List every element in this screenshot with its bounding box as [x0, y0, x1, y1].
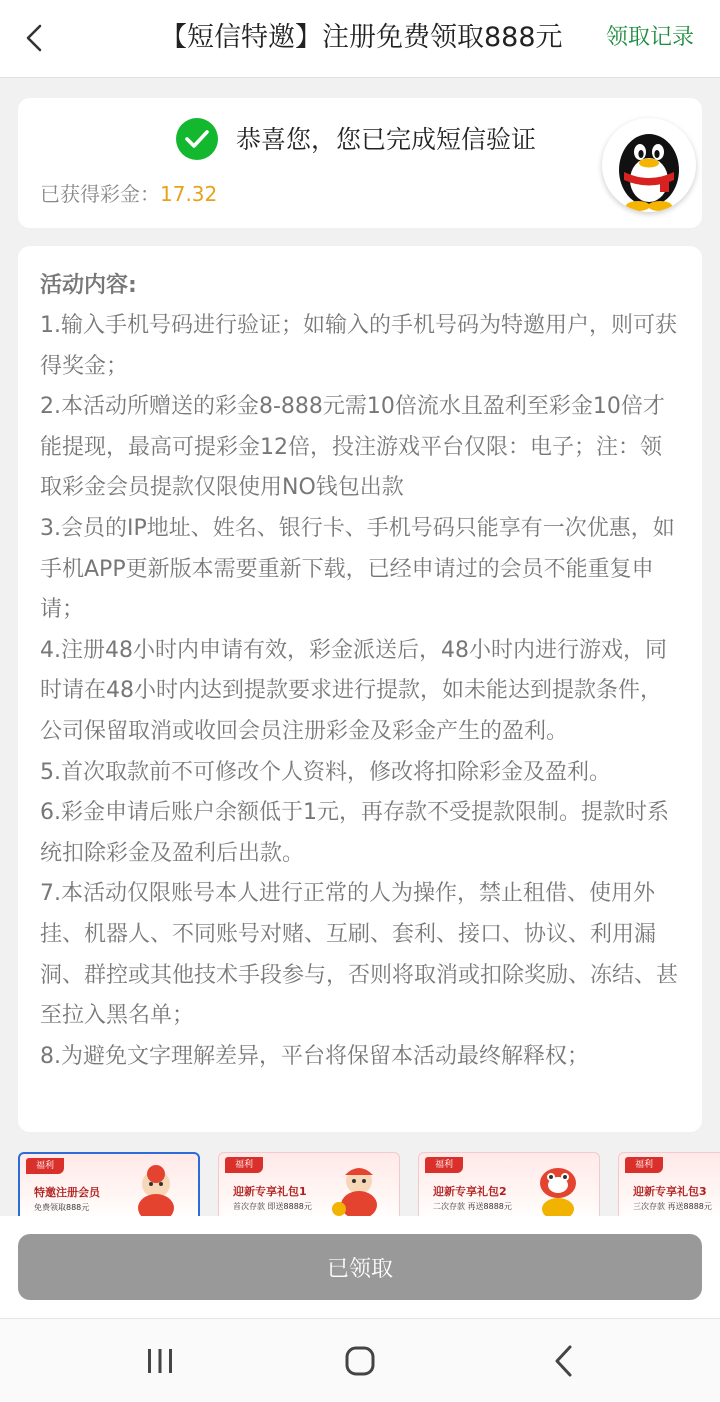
system-nav-bar — [0, 1318, 720, 1402]
activity-title: 活动内容: — [40, 273, 137, 298]
banner-subtitle: 免费领取888元 — [34, 1203, 90, 1212]
rule-item: 8.为避免文字理解差异，平台将保留本活动最终解释权； — [40, 1043, 589, 1069]
mascot-icon — [126, 1162, 188, 1216]
promo-banner-pack2[interactable] — [418, 1152, 600, 1216]
banner-tag: 福利 — [625, 1157, 663, 1173]
rule-item: 4.注册48小时内申请有效，彩金派送后，48小时内进行游戏，同时请在48小时内达到提款要求进行提款，如未能达到提款条件，公司保留取消或收回会员注册彩金及彩金产生的盈利。 — [40, 637, 667, 744]
rule-item: 3.会员的IP地址、姓名、银行卡、手机号码只能享有一次优惠，如手机APP更新版本需要重新下载，已经申请过的会员不能重复申请； — [40, 515, 675, 623]
rule-item: 2.本活动所赠送的彩金8-888元需10倍流水且盈利至彩金10倍才能提现，最高可提彩金12倍，投注游戏平台仅限：电子；注：领取彩金会员提款仅限使用NO钱包出款 — [40, 394, 665, 501]
banner-title: 迎新专享礼包2 — [433, 1185, 507, 1198]
recents-icon[interactable] — [140, 1345, 180, 1377]
mascot-icon — [327, 1161, 389, 1216]
banner-title: 迎新专享礼包3 — [633, 1185, 707, 1198]
promo-banner-invite[interactable] — [18, 1152, 200, 1216]
rule-item: 1.输入手机号码进行验证；如输入的手机号码为特邀用户，则可获得奖金； — [40, 313, 677, 379]
rule-item: 7.本活动仅限账号本人进行正常的人为操作，禁止租借、使用外挂、机器人、不同账号对赌、互刷、套利、接口、协议、利用漏洞、群控或其他技术手段参与，否则将取消或扣除奖励、冻结、甚至拉入黑名单； — [40, 881, 679, 1029]
banner-tag: 福利 — [26, 1158, 64, 1174]
rule-item: 5.首次取款前不可修改个人资料，修改将扣除彩金及盈利。 — [40, 759, 611, 785]
banner-title: 迎新专享礼包1 — [233, 1185, 307, 1198]
banner-title: 特邀注册会员 — [34, 1186, 100, 1199]
home-icon[interactable] — [340, 1343, 380, 1379]
banner-tag: 福利 — [425, 1157, 463, 1173]
page-title: 【短信特邀】注册免费领取888元 — [160, 22, 563, 53]
back-icon[interactable] — [544, 1343, 584, 1379]
banner-subtitle: 三次存款 再送8888元 — [633, 1202, 712, 1211]
check-circle-icon — [176, 118, 218, 160]
verify-card — [18, 98, 702, 228]
rule-item: 6.彩金申请后账户余额低于1元，再存款不受提款限制。提款时系统扣除彩金及盈利后出款。 — [40, 800, 669, 866]
promo-banner-pack1[interactable] — [218, 1152, 400, 1216]
claimed-button[interactable]: 已领取 — [18, 1234, 702, 1300]
activity-card — [18, 246, 702, 1132]
claim-records-link[interactable]: 领取记录 — [605, 25, 694, 50]
top-bar — [0, 0, 720, 78]
promo-banner-row — [18, 1152, 720, 1216]
bonus-label: 已获得彩金： — [40, 182, 160, 206]
banner-subtitle: 首次存款 即送8888元 — [233, 1202, 312, 1211]
back-button[interactable] — [14, 18, 54, 58]
banner-subtitle: 二次存款 再送8888元 — [433, 1202, 512, 1211]
chevron-left-icon — [23, 23, 45, 53]
verify-message: 恭喜您，您已完成短信验证 — [236, 125, 537, 154]
footer-bar — [0, 1216, 720, 1318]
lion-dance-icon — [527, 1161, 589, 1216]
banner-tag: 福利 — [225, 1157, 263, 1173]
bonus-line — [40, 178, 217, 210]
promo-banner-pack3[interactable] — [618, 1152, 720, 1216]
qq-penguin-icon — [602, 118, 696, 212]
bonus-value: 17.32 — [160, 182, 218, 206]
